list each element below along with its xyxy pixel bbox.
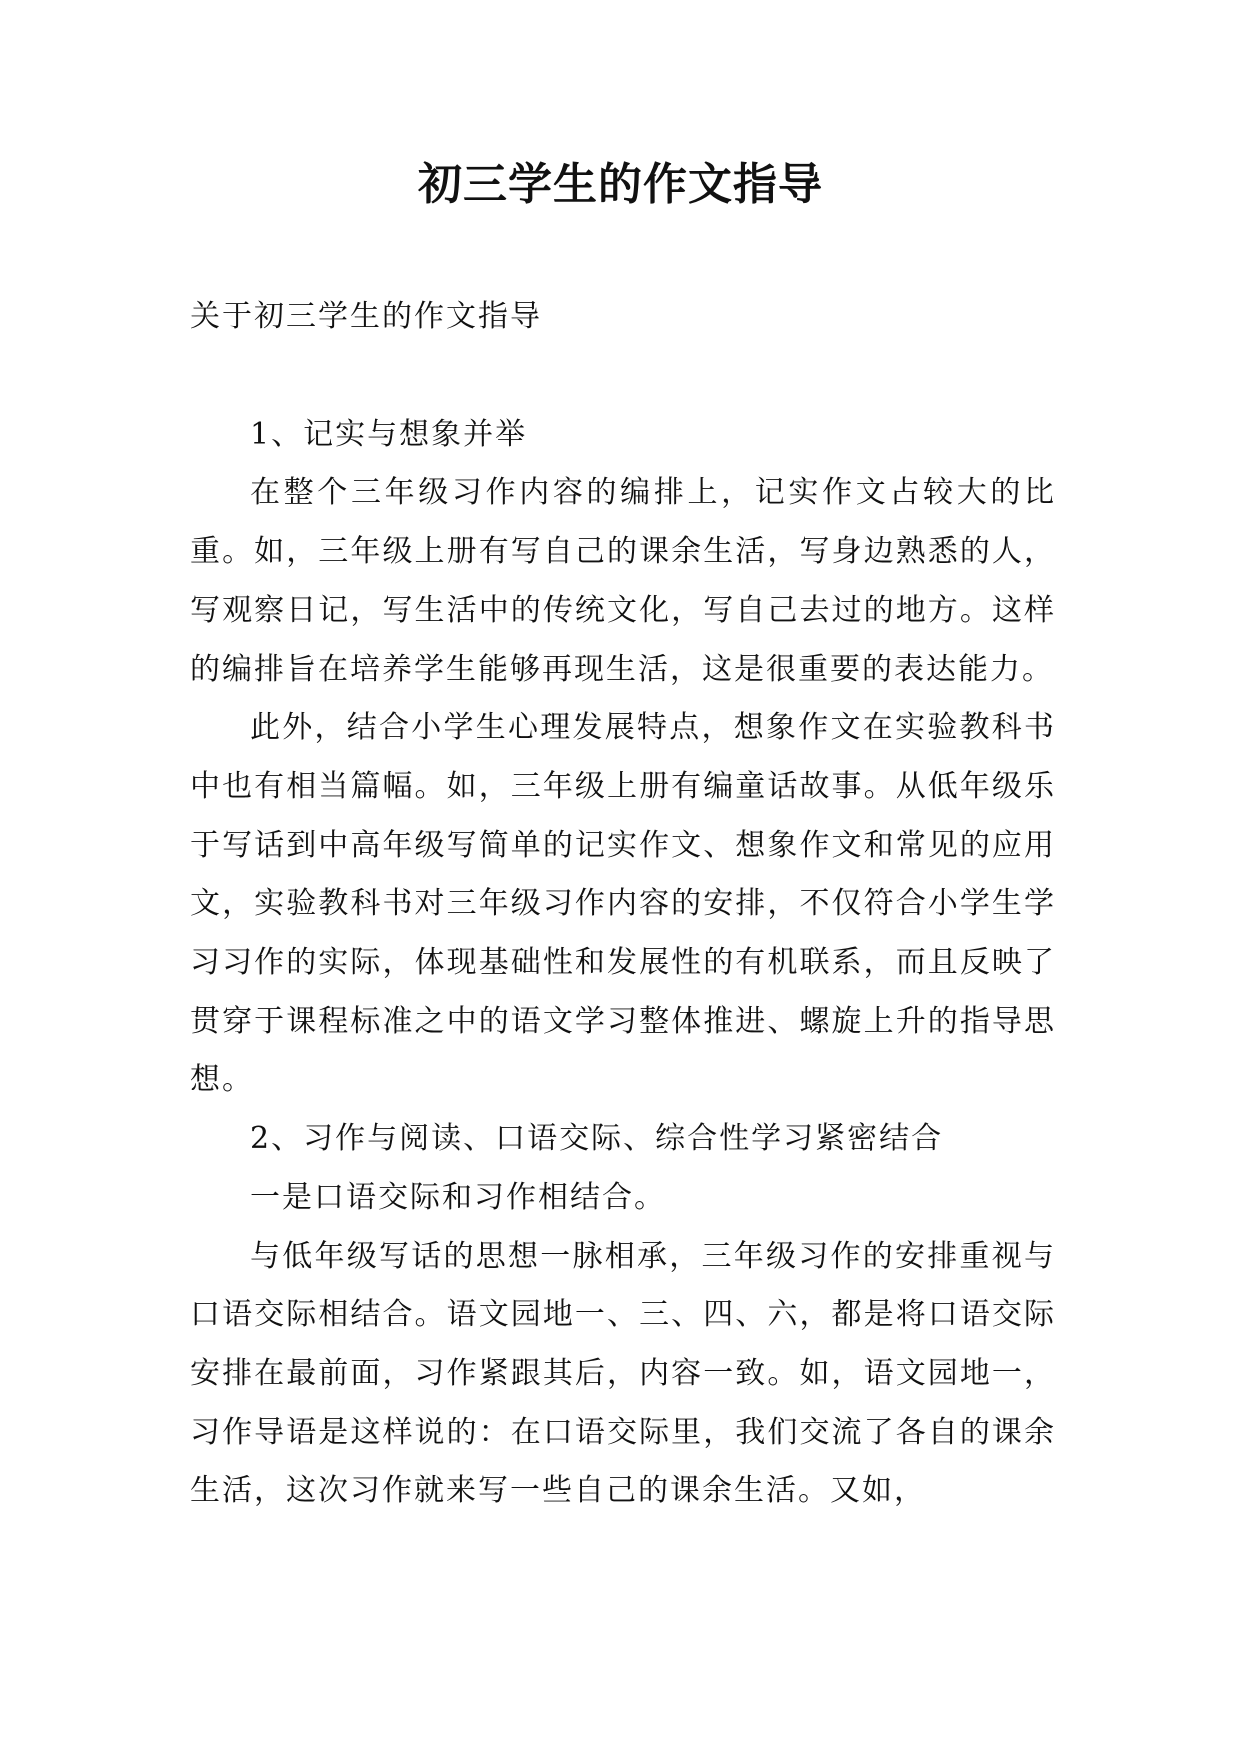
paragraph-heading-1: 1、记实与想象并举: [250, 416, 528, 452]
paragraph-heading-2: 2、习作与阅读、口语交际、综合性学习紧密结合: [250, 1121, 944, 1157]
paragraph: 此外，结合小学生心理发展特点，想象作文在实验教科书中也有相当篇幅。如，三年级上册有编童话故事。从低年级乐于写话到中高年级写简单的记实作文、想象作文和常见的应用文，实验教科书对三年级习作内容的安排，不仅符合小学生学习习作的实际，体现基础性和发展性的有机联系，而且反映了贯穿于课程标准之中的语文学习整体推进、螺旋上升的指导思想。: [190, 710, 1056, 1098]
paragraph: 在整个三年级习作内容的编排上，记实作文占较大的比重。如，三年级上册有写自己的课余生活，写身边熟悉的人，写观察日记，写生活中的传统文化，写自己去过的地方。这样的编排旨在培养学生能够再现生活，这是很重要的表达能力。: [190, 475, 1056, 687]
document-subtitle: 关于初三学生的作文指导: [190, 299, 542, 334]
document-title: 初三学生的作文指导: [418, 159, 823, 210]
paragraph: 一是口语交际和习作相结合。: [250, 1179, 666, 1215]
paragraph: 与低年级写话的思想一脉相承，三年级习作的安排重视与口语交际相结合。语文园地一、三、四、六，都是将口语交际安排在最前面，习作紧跟其后，内容一致。如，语文园地一，习作导语是这样说的：在口语交际里，我们交流了各自的课余生活，这次习作就来写一些自己的课余生活。又如，: [190, 1238, 1056, 1509]
document-body: [190, 288, 1056, 1521]
